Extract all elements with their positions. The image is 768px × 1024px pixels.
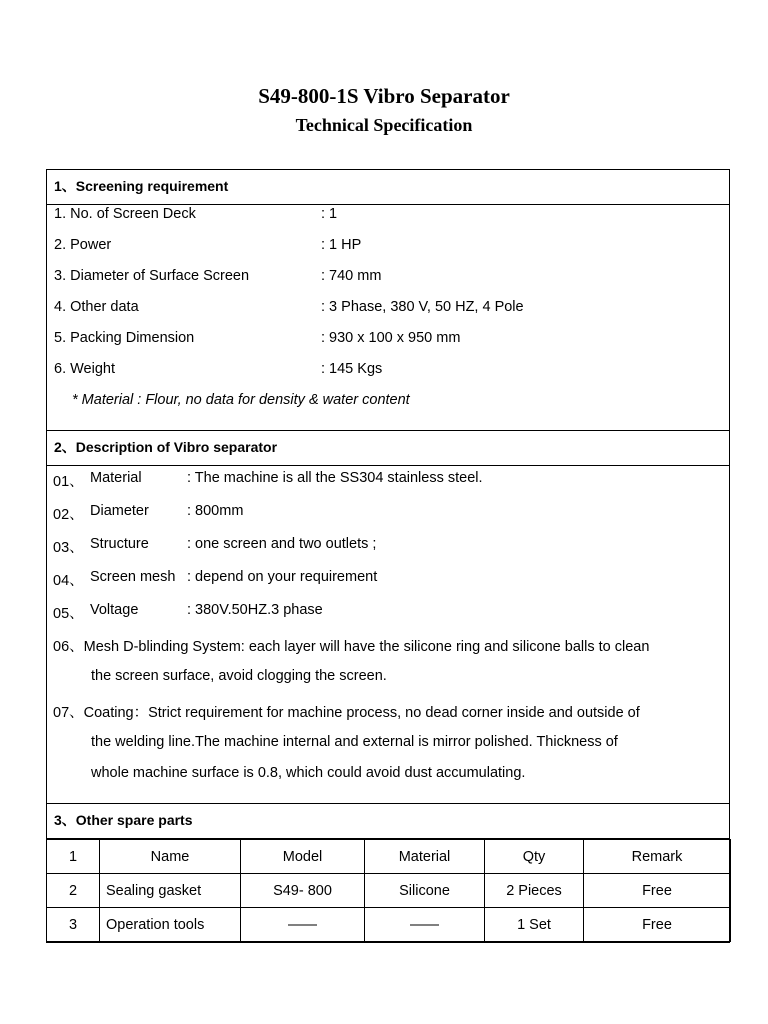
spare-parts-table: [46, 839, 731, 942]
item-number: 04、: [53, 573, 84, 589]
spec-value: : 930 x 100 x 950 mm: [321, 330, 461, 346]
screening-requirement-block: [47, 206, 729, 431]
item-number: 03、: [53, 540, 84, 556]
material-note: * Material : Flour, no data for density & water content: [72, 392, 410, 408]
item-text: 06、Mesh D-blinding System: each layer will have the silicone ring and silicone balls to clean: [53, 639, 650, 655]
table-cell: Operation tools: [100, 908, 241, 942]
spec-row: [47, 330, 729, 361]
spec-label: 2. Power: [54, 237, 112, 253]
table-cell: ——: [365, 908, 485, 942]
item-label: Structure: [90, 536, 149, 552]
spec-row: [47, 206, 729, 237]
section-2-heading: 2、Description of Vibro separator: [47, 431, 729, 466]
item-value: : 380V.50HZ.3 phase: [187, 602, 323, 618]
table-cell: 3: [47, 908, 100, 942]
spec-label: 6. Weight: [54, 361, 115, 377]
item-label: Material: [90, 470, 142, 486]
item-number: 02、: [53, 507, 84, 523]
item-value: : depend on your requirement: [187, 569, 378, 585]
table-cell: 2 Pieces: [485, 874, 584, 908]
table-cell: ——: [241, 908, 365, 942]
header-cell: 1: [47, 840, 100, 874]
spec-value: : 145 Kgs: [321, 361, 383, 377]
table-header-row: [47, 840, 731, 874]
table-row: [47, 908, 731, 942]
table-cell: Free: [584, 908, 731, 942]
table-row: [47, 874, 731, 908]
spec-value: : 3 Phase, 380 V, 50 HZ, 4 Pole: [321, 299, 524, 315]
section-1-heading: 1、Screening requirement: [47, 170, 729, 205]
table-cell: 2: [47, 874, 100, 908]
spec-label: 3. Diameter of Surface Screen: [54, 268, 250, 284]
item-text-continued: the screen surface, avoid clogging the screen.: [91, 668, 387, 684]
table-cell: S49- 800: [241, 874, 365, 908]
table-cell: Silicone: [365, 874, 485, 908]
spec-row: [47, 268, 729, 299]
spec-label: 1. No. of Screen Deck: [54, 206, 196, 222]
item-number: 01、: [53, 474, 84, 490]
item-text: 07、Coating：Strict requirement for machine process, no dead corner inside and outside of: [53, 705, 640, 721]
spec-row: [47, 299, 729, 330]
description-block: [47, 466, 729, 804]
table-cell: Free: [584, 874, 731, 908]
table-cell: Sealing gasket: [100, 874, 241, 908]
item-label: Screen mesh: [90, 569, 176, 585]
spec-row: [47, 392, 729, 423]
spec-value: : 740 mm: [321, 268, 382, 284]
header-cell: Material: [365, 840, 485, 874]
header-cell: Remark: [584, 840, 731, 874]
item-label: Voltage: [90, 602, 139, 618]
item-number: 05、: [53, 606, 84, 622]
item-value: : 800mm: [187, 503, 244, 519]
spec-sheet: [46, 169, 730, 943]
spec-label: 5. Packing Dimension: [54, 330, 195, 346]
document-subtitle: Technical Specification: [295, 115, 473, 135]
section-3-heading: 3、Other spare parts: [47, 804, 729, 839]
document-title: S49-800-1S Vibro Separator: [258, 84, 510, 108]
header-cell: Model: [241, 840, 365, 874]
table-cell: 1 Set: [485, 908, 584, 942]
spec-row: [47, 237, 729, 268]
header-cell: Qty: [485, 840, 584, 874]
spec-value: : 1 HP: [321, 237, 362, 253]
item-value: : one screen and two outlets ;: [187, 536, 377, 552]
item-text-continued: the welding line.The machine internal and external is mirror polished. Thickness of: [91, 734, 618, 750]
spec-row: [47, 361, 729, 392]
item-text-continued: whole machine surface is 0.8, which could avoid dust accumulating.: [91, 765, 526, 781]
spec-value: : 1: [321, 206, 338, 222]
item-value: : The machine is all the SS304 stainless steel.: [187, 470, 483, 486]
item-label: Diameter: [90, 503, 149, 519]
header-cell: Name: [100, 840, 241, 874]
spec-label: 4. Other data: [54, 299, 139, 315]
